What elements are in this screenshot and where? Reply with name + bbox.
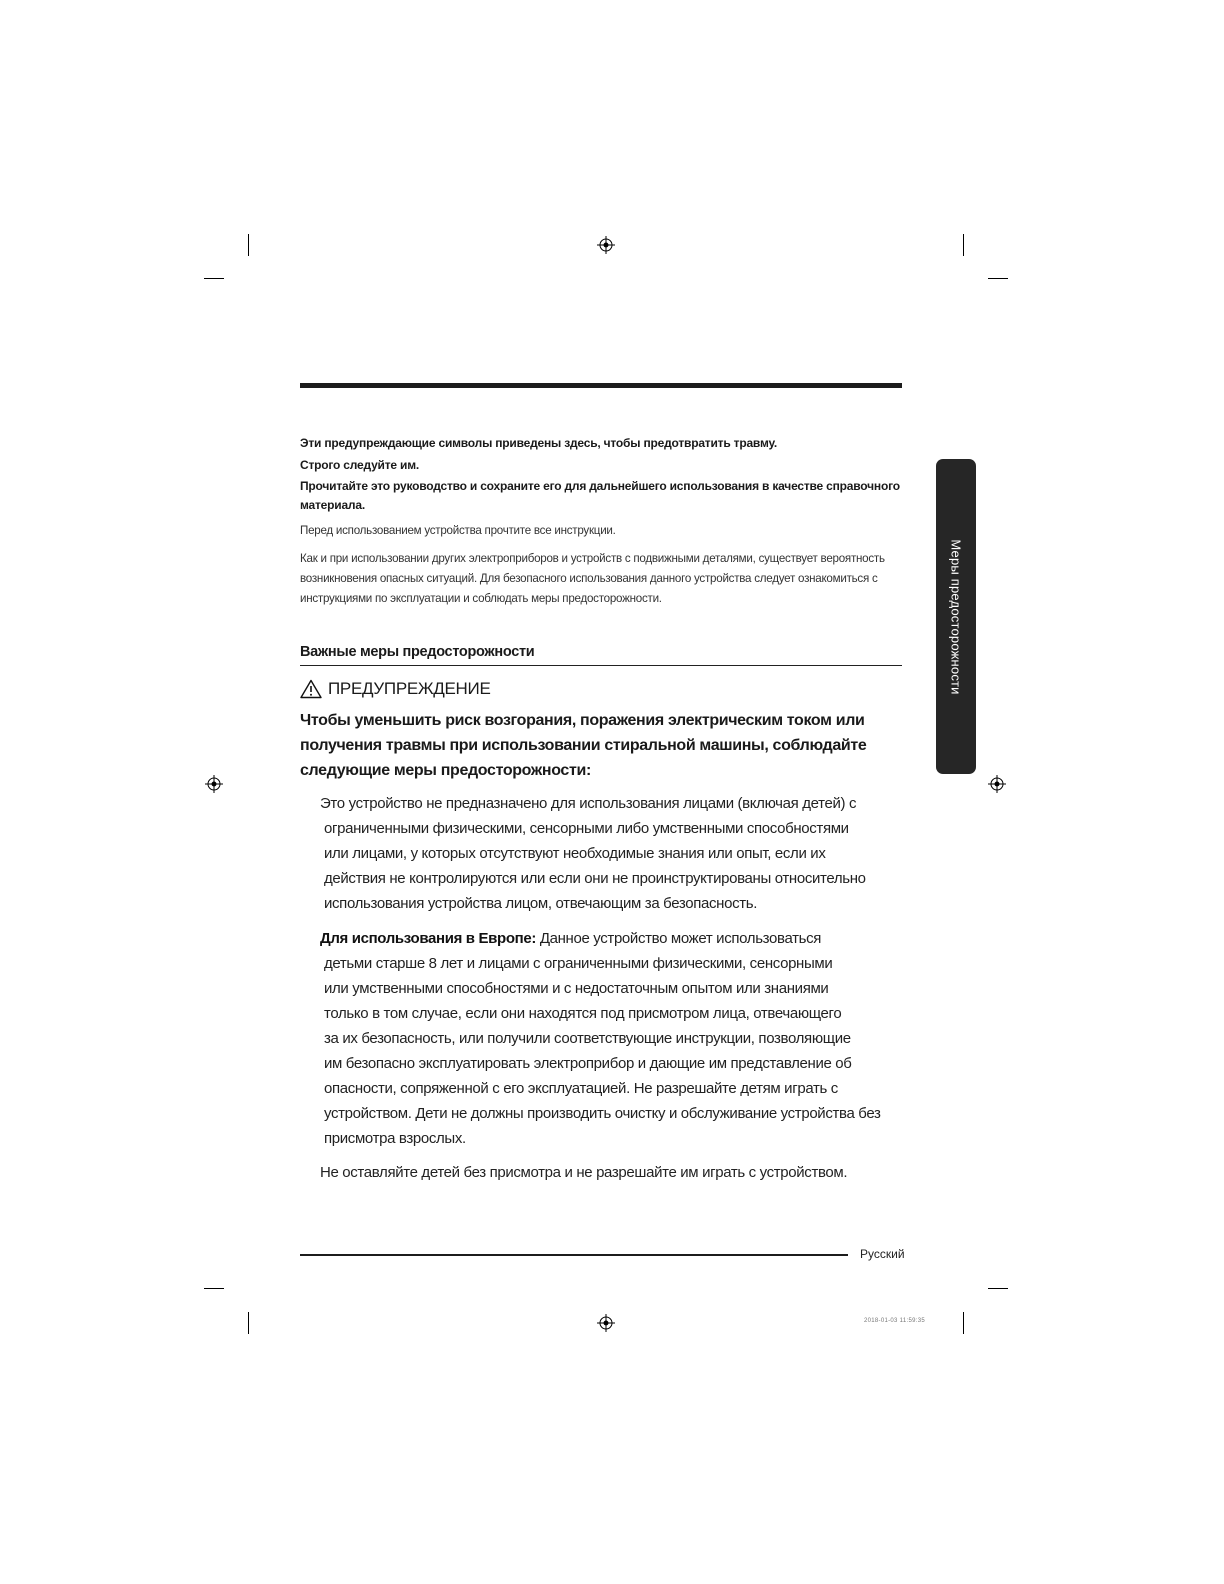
intro-paragraph-line: инструкциями по эксплуатации и соблюдать меры предосторожности. <box>300 592 662 605</box>
crop-mark <box>248 1312 249 1334</box>
footer-language: Русский <box>860 1247 905 1261</box>
list-item-line: присмотра взрослых. <box>324 1130 466 1147</box>
registration-mark-icon <box>205 775 223 793</box>
registration-mark-icon <box>988 775 1006 793</box>
list-item-line: устройством. Дети не должны производить очистку и обслуживание устройства без <box>324 1105 881 1122</box>
list-item-line: Это устройство не предназначено для использования лицами (включая детей) с <box>320 795 857 812</box>
list-item <box>320 926 910 1151</box>
list-item-line: или умственными способностями и с недостаточным опытом или знаниями <box>324 980 829 997</box>
list-item-line: действия не контролируются или если они не проинструктированы относительно <box>324 870 866 887</box>
intro-paragraph-line: Как и при использовании других электроприборов и устройств с подвижными деталями, существует вероятность <box>300 552 885 565</box>
crop-mark <box>204 278 224 279</box>
header-rule <box>300 383 902 388</box>
list-item <box>320 1160 910 1185</box>
intro-line: Прочитайте это руководство и сохраните его для дальнейшего использования в качестве справочного <box>300 479 900 493</box>
warning-triangle-icon <box>300 679 322 699</box>
list-item-line: или лицами, у которых отсутствуют необходимые знания или опыт, если их <box>324 845 826 862</box>
section-title: Важные меры предосторожности <box>300 644 535 660</box>
list-item-line: Не оставляйте детей без присмотра и не разрешайте им играть с устройством. <box>320 1164 848 1181</box>
print-info: 2018-01-03 11:59:35 <box>864 1318 925 1324</box>
europe-usage-label: Для использования в Европе: <box>320 930 536 947</box>
crop-mark <box>988 1288 1008 1289</box>
list-item-line: опасности, сопряженной с его эксплуатацией. Не разрешайте детям играть с <box>324 1080 838 1097</box>
warning-text-line: Чтобы уменьшить риск возгорания, поражения электрическим током или <box>300 712 865 729</box>
side-tab-label: Меры предосторожности <box>948 539 964 695</box>
intro-line: Строго следуйте им. <box>300 458 420 472</box>
crop-mark <box>963 234 964 256</box>
list-item-line: им безопасно эксплуатировать электроприбор и дающие им представление об <box>324 1055 852 1072</box>
crop-mark <box>248 234 249 256</box>
crop-mark <box>204 1288 224 1289</box>
warning-text <box>300 708 900 783</box>
intro-line: Эти предупреждающие символы приведены здесь, чтобы предотвратить травму. <box>300 436 778 450</box>
registration-mark-icon <box>597 236 615 254</box>
list-item-line: за их безопасность, или получили соответствующие инструкции, позволяющие <box>324 1030 851 1047</box>
registration-mark-icon <box>597 1314 615 1332</box>
list-item-line: использования устройства лицом, отвечающим за безопасность. <box>324 895 758 912</box>
list-item-line: только в том случае, если они находятся под присмотром лица, отвечающего <box>324 1005 842 1022</box>
list-item-line: ограниченными физическими, сенсорными либо умственными способностями <box>324 820 849 837</box>
intro-line: материала. <box>300 498 365 512</box>
list-item-text: Данное устройство может использоваться <box>536 930 822 947</box>
section-rule <box>300 665 902 666</box>
crop-mark <box>963 1312 964 1334</box>
warning-heading <box>300 677 490 701</box>
intro-line: Перед использованием устройства прочтите все инструкции. <box>300 524 616 537</box>
warning-text-line: следующие меры предосторожности: <box>300 762 591 779</box>
warning-text-line: получения травмы при использовании стиральной машины, соблюдайте <box>300 737 867 754</box>
list-item-line: детьми старше 8 лет и лицами с ограниченными физическими, сенсорными <box>324 955 833 972</box>
footer-rule <box>300 1254 848 1256</box>
crop-mark <box>988 278 1008 279</box>
intro-paragraph-line: возникновения опасных ситуаций. Для безопасного использования данного устройства следует ознакомиться с <box>300 572 878 585</box>
list-item <box>320 791 910 916</box>
list-item-line <box>320 926 910 951</box>
warning-label: ПРЕДУПРЕЖДЕНИЕ <box>328 679 491 698</box>
